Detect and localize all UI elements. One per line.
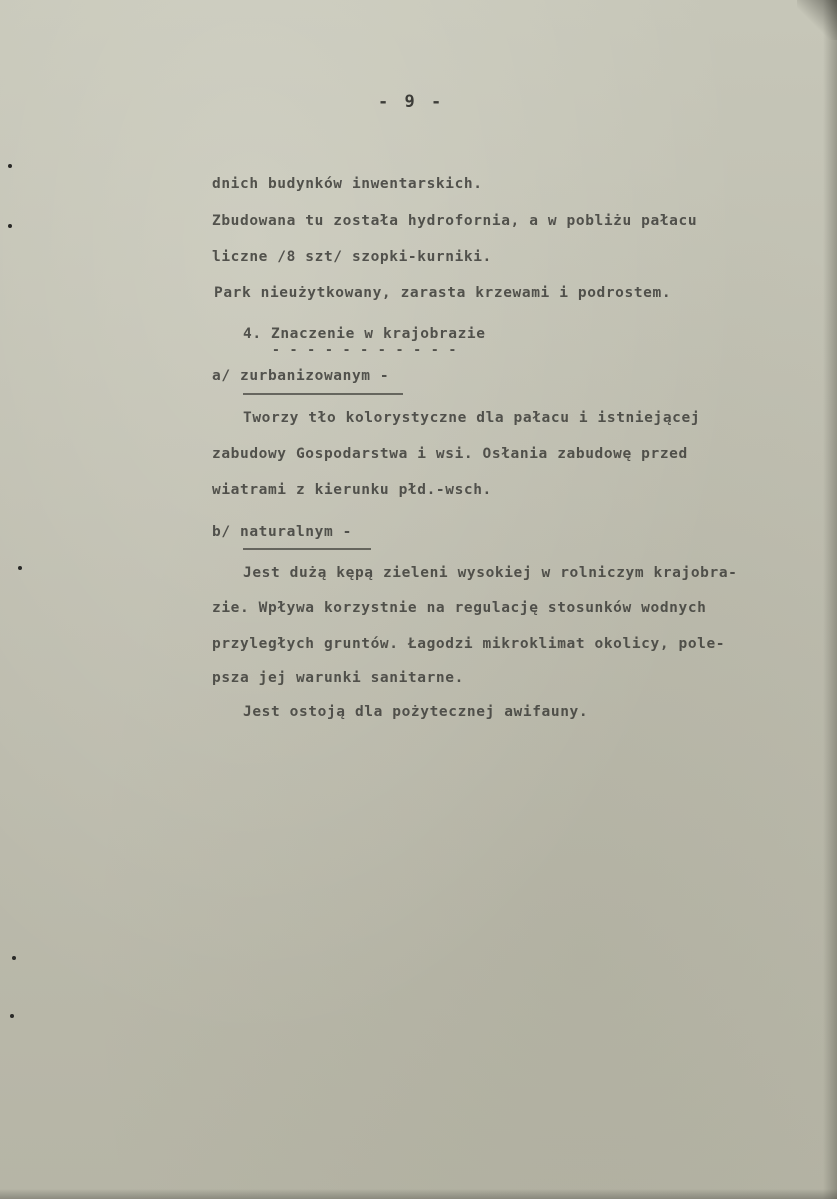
text-line: zie. Wpływa korzystnie na regulację stosunków wodnych bbox=[212, 600, 707, 616]
margin-mark bbox=[8, 164, 12, 168]
text-line: zabudowy Gospodarstwa i wsi. Osłania zabudowę przed bbox=[212, 446, 688, 462]
text-line: Tworzy tło kolorystyczne dla pałacu i istniejącej bbox=[243, 410, 701, 426]
text-line: Jest dużą kępą zieleni wysokiej w rolniczym krajobra- bbox=[243, 565, 738, 581]
section-heading-underline: - - - - - - - - - - - bbox=[272, 343, 458, 358]
page-number: - 9 - bbox=[378, 92, 445, 112]
margin-mark bbox=[10, 1014, 14, 1018]
margin-mark bbox=[12, 956, 16, 960]
subsection-a-underline bbox=[243, 393, 403, 395]
margin-mark bbox=[18, 566, 22, 570]
text-line: Zbudowana tu została hydrofornia, a w pobliżu pałacu bbox=[212, 213, 698, 229]
text-line: liczne /8 szt/ szopki-kurniki. bbox=[212, 249, 492, 265]
page-corner-shadow bbox=[797, 0, 837, 40]
subsection-b-underline bbox=[243, 548, 371, 550]
text-line: przyległych gruntów. Łagodzi mikroklimat okolicy, pole- bbox=[212, 636, 726, 652]
subsection-a-label: a/ zurbanizowanym - bbox=[212, 368, 390, 384]
page-bottom-shadow bbox=[0, 1189, 837, 1199]
subsection-b-label: b/ naturalnym - bbox=[212, 524, 352, 540]
text-line: Park nieużytkowany, zarasta krzewami i podrostem. bbox=[214, 285, 672, 301]
page-edge-shadow bbox=[823, 0, 837, 1199]
margin-mark bbox=[8, 224, 12, 228]
text-line: psza jej warunki sanitarne. bbox=[212, 670, 464, 686]
section-heading: 4. Znaczenie w krajobrazie bbox=[243, 326, 486, 342]
text-line: Jest ostoją dla pożytecznej awifauny. bbox=[243, 704, 589, 720]
text-line: dnich budynków inwentarskich. bbox=[212, 176, 483, 192]
text-line: wiatrami z kierunku płd.-wsch. bbox=[212, 482, 492, 498]
